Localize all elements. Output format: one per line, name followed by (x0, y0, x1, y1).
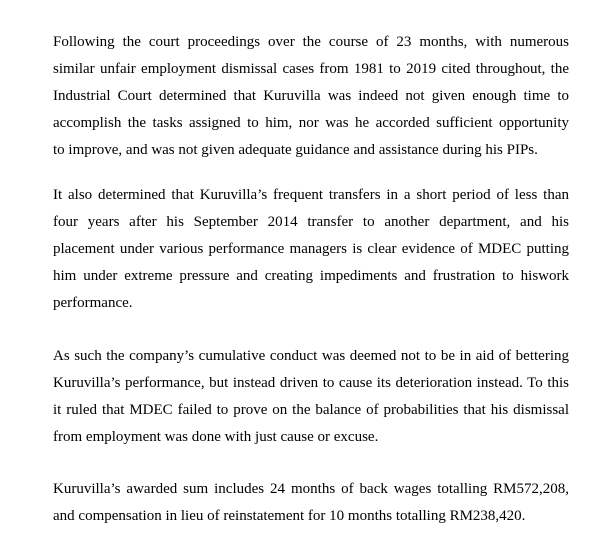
text-line: Kuruvilla’s performance, but instead driven to cause its deterioration instead. To this (53, 375, 569, 391)
text-line: from employment was done with just cause or excuse. (53, 429, 379, 445)
text-line: four years after his September 2014 transfer to another department, and his (53, 214, 569, 230)
text-line: to improve, and was not given adequate guidance and assistance during his PIPs. (53, 142, 538, 158)
text-line: Kuruvilla’s awarded sum includes 24 months of back wages totalling RM572,208, (53, 481, 569, 497)
text-line: it ruled that MDEC failed to prove on the balance of probabilities that his dismissal (53, 402, 569, 418)
text-line: similar unfair employment dismissal cases from 1981 to 2019 cited throughout, the (53, 61, 569, 77)
text-line: him under extreme pressure and creating impediments and frustration to hiswork (53, 268, 569, 284)
text-line: and compensation in lieu of reinstatement for 10 months totalling RM238,420. (53, 508, 526, 524)
text-line: Following the court proceedings over the course of 23 months, with numerous (53, 34, 569, 50)
text-line: performance. (53, 295, 133, 311)
text-line: Industrial Court determined that Kuruvilla was indeed not given enough time to (53, 88, 569, 104)
text-line: placement under various performance managers is clear evidence of MDEC putting (53, 241, 569, 257)
text-line: As such the company’s cumulative conduct was deemed not to be in aid of bettering (53, 348, 569, 364)
text-line: accomplish the tasks assigned to him, nor was he accorded sufficient opportunity (53, 115, 569, 131)
text-line: It also determined that Kuruvilla’s frequent transfers in a short period of less than (53, 187, 569, 203)
